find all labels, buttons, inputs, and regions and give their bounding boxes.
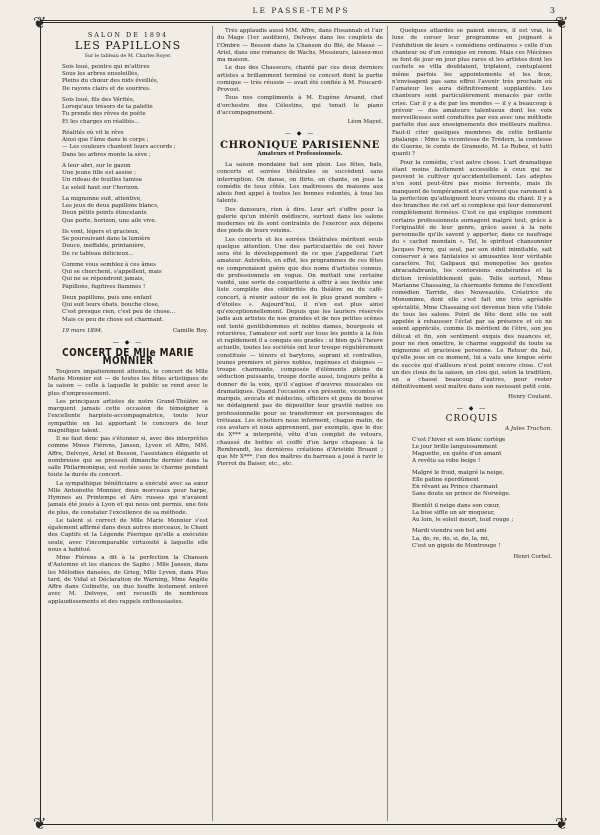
column-2 [217, 28, 383, 821]
verse-line: Se poursuivant dans la lumière [62, 236, 151, 242]
verse-line: Les jeux de deux papillons blancs, [62, 203, 159, 209]
salon-heading: SALON DE 1894 [87, 31, 169, 39]
concert-signature: Léon Mayet. [347, 119, 383, 125]
section-ornament-icon: — ◆ — [456, 404, 488, 412]
verse-line: De rayons clairs et de sourires. [62, 85, 151, 92]
verse-line: De ce tableau délicieux... [62, 250, 134, 257]
column-divider [212, 26, 213, 821]
verse-line: Sans doute un prince de Norwège. [412, 491, 511, 498]
verse-line: Et les charges en réalités... [62, 118, 140, 125]
verse-line: Comme vous semblez à ces âmes [62, 261, 157, 268]
croquis-title: CROQUIS [445, 414, 499, 424]
corner-ornament-icon: ❦ [555, 13, 569, 32]
verse-line: A leur abri, sur le gazon [62, 162, 131, 169]
poem-title: LES PAPILLONS [74, 39, 182, 53]
verse-line: Papillons, fugitives flammes ! [62, 283, 146, 290]
verse-line: La bise siffle un air moqueur, [412, 509, 495, 516]
chronique-title: CHRONIQUE PARISIENNE [220, 139, 380, 151]
verse-line: Ils vont, légers et gracieux, [62, 228, 140, 235]
verse-line: Un rideau de feuilles tamise [62, 177, 143, 184]
verse-line: Deux pétits points étincelants [62, 210, 147, 217]
concert-title: CONCERT DE Mlle MARIE MONNIER [62, 347, 194, 367]
stanza [412, 470, 552, 499]
poem-footer [48, 328, 208, 335]
paragraph: La sympathique bénéficiaire a exécuté avec sa sœur Mlle Antoinette Monnier, deux morceaux pour harpe, Hymnes au Printemps et Airs russes qui n'avaient jamais été joués à Lyon et qui nous ont permis, une fois de plus, de constater l'excellence de sa méthode. [48, 480, 208, 516]
paragraph: Des danseurs, rien à dire. Leur art s'offre pour la galerie qu'un intérêt médiocre, surtout dans les salons modernes où ils sont contraints de l'exercer aux dépens des pieds de leurs voisins. [217, 206, 383, 235]
paragraph: Les concerts et les soirées théâtrales méritent seuls quelque attention. Une des particularités de cet hiver sera été le développement de ce que j'appellerai l'art amateur. Autrefois, en effet, les programmes de ces fêtes ne comprenaient guère que des noms d'artistes connus, de professionnels en vogue. On mettait une certaine vanité, une sorte de coquetterie à offrir à ses invités une liste complète des célébrités du théâtre ou du café-concert, à réunir autour de soi le plus grand nombre « d'étoiles ». Aujourd'hui, il n'en est plus ainsi qu'exceptionnellement. Depuis que les lauriers réservés jadis aux artistes de nos grandes et de nos petites scènes ont tenté gentilshommes et nobles dames, bourgeois et roturières, l'amateur est sorti sur tous les points à la fois et rapidement il a conquis ses grades : si bien qu'à l'heure actuelle, toutes les sociétés ont leur troupe régulièrement constituée — ténors et barytons, soprani et contraltos, jeunes premiers et pères nobles, ingénues et duègnes — troupe charmante, composée d'éléments pleins de séduction puissante, troupe docile aussi, toujours prête à donner de la voix, qu'il s'agisse d'œuvres musicales ou dramatiques. Quand l'occasion s'en présente, vicomtes et marquis, avocats et médecins, officiers et gens de bourse ne dédaignent pas de dépouiller leur gravité native ou professionnelle pour se transformer en personnages de tréteaux. Les échotiers nous informent, chaque matin, de ces avatars et nous apprennent, par exemple, que le duc de X*** a interprété, vêtu d'un complet de velours, chaussé de bottes et coiffé d'un large chapeau à la Rembrandt, les dernières créations d'Aristide Bruant ; que Mr X***, l'un des maîtres du barreau a joué à ravir le Pierrot du Baiser, etc., etc. [217, 236, 383, 468]
stanza [62, 262, 208, 291]
verse-line: Réalités où vit le rêve [62, 129, 124, 136]
stanza [412, 503, 552, 525]
verse-line: Dans les arbres monte la sève ; [62, 151, 151, 158]
concert-article [48, 369, 208, 606]
stanza [62, 196, 208, 225]
chronique-article [217, 162, 383, 469]
poem-dedication: Sur le tableau de M. Charles Royer. [84, 53, 172, 59]
verse-line: Qui ne se répondront jamais, [62, 276, 145, 283]
column-divider [387, 26, 388, 821]
poem-author: Camille Roy. [172, 327, 208, 334]
paragraph: Mme Fiérens a dit à la perfection la Chanson d'Automne et les stances de Sapho ; Mlle Jansen, dans les Mélodies dansées, de Grieg, Mlle Lyven, dans Plus tard, de Vidal et Déclaration de Warning, Mme Angèle Affre dans Colinette, un duo bouffe lestement enlevé avec M. Delvoye, ont recueilli de nombreux applaudissements et des rappels enthousiastes. [48, 555, 208, 605]
stanza [62, 130, 208, 159]
paragraph: Tous nos compliments à M. Eugène Arsand, chef d'orchestre des Célestins, qui tenait le piano d'accompagnement. [217, 95, 383, 116]
verse-line: Le jour brille languissamment [412, 443, 498, 450]
verse-line: Sois loué, fils des Vérités, [62, 96, 135, 103]
verse-line: Qui suit leurs ébats, bouche close, [62, 302, 160, 308]
stanza [62, 163, 208, 192]
stanza [62, 64, 208, 93]
verse-line: Douce, ineffable, printanière, [62, 243, 146, 250]
verse-line: Elle patine éperdûment [412, 476, 479, 483]
paragraph: Les principaux artistes de notre Grand-Théâtre se marquent jamais cette occasion de témoigner à l'excellente harpiste-accompagnatrice, toute leur sympathie en lui apportant le concours de leur magnifique talent. [48, 398, 208, 434]
verse-line: Mais ce peu de chose est charmant. [62, 316, 164, 323]
corner-ornament-icon: ❦ [33, 814, 47, 833]
verse-line: Lorsqu'aux trésors de ta palette [62, 104, 153, 110]
paragraph: Toujours impatiemment attendu, le concert de Mlle Marie Monnier est — de toutes les fêtes artistiques de la saison — celle à laquelle le public se rend avec le plus d'empressement. [48, 368, 208, 397]
paragraph: Quelques attardés se paient encore, il est vrai, le luxe de corser leur programme en joignant à l'exhibition de leurs « comédiens ordinaires » celle d'un chanteur ou d'un comique en renom. Mais ces Mécènes se font de jour en jour plus rares et les artistes dont les cachets se villa doublaient, triplaient, centuplaient même parfois les appointements et les feux, n'envisagent pas sans effroi l'avenir très prochain où l'amateur les aura définitivement supplantés. Les chanteurs sont particulièrement menacés par cette crise. Car il y a de par les mondes — il y a beaucoup à prévoir — des amateurs talentueux dont les voix merveilleuses sont conduites par eux avec une méthode parfaite due aux enseignements des meilleurs maîtres. Faut-il citer quelques membres de cette brillante phalange : Mme la vicomtesse de Trédern, la comtesse de Guerne, le comte de Gramedo, M. Le Rubez, et tutti quanti ? [392, 28, 552, 158]
verse-line: Deux papillons, puis une enfant [62, 294, 152, 301]
chronique-subtitle: Amateurs et Professionnels. [257, 150, 343, 157]
verse-line: Bientôt il neige dans son cœur, [412, 502, 501, 509]
paragraph: Il ne faut donc pas s'étonner si, avec des interprètes comme Mmes Fiérens, Jansen, Lyven et Affre, MM. Affre, Delvoye, Ariel et Besson, l'assistance élégante et nombreuse qui se pressait dimanche dernier dans la salle Philarmonique, est restée sous le charme pendant toute la durée du concert. [48, 436, 208, 479]
verse-line: A revêtu sa robe beige ! [412, 458, 481, 465]
paragraph: Très applaudis aussi MM. Affre, dans Hosannah et l'air du Mage (1er audition), Delvoye dans les couplets de l'Ombre — Besson dans la Chanson du Blé, de Massé — Ariel, dans une romance de Wachs, Messieurs, laissez-moi ma maison. [217, 28, 383, 63]
corner-ornament-icon: ❦ [555, 814, 569, 833]
croquis-poem [392, 437, 552, 551]
verse-line: Le soleil haut sur l'horizon. [62, 184, 140, 191]
chronique-article-continued [392, 28, 552, 392]
section-ornament-icon: — ◆ — [284, 130, 316, 138]
verse-line: Maguette, en quête d'un amant [412, 451, 502, 457]
verse-line: Sois loué, peintre qui m'attires [62, 63, 150, 70]
paragraph: Le talent si correct de Mlle Marie Monnier s'est également affirmé dans deux autres morceaux, le Chant des Captifs et la Légende Féerique qu'elle a exécutée seule, avec l'incomparable virtuosité à laquelle elle nous a habitué. [48, 517, 208, 553]
column-1 [48, 28, 208, 821]
verse-line: Pleins du chœur des nids éveillés, [62, 78, 159, 85]
verse-line: Ainsi que l'âme dans le corps ; [62, 137, 149, 143]
corner-ornament-icon: ❦ [33, 13, 47, 32]
stanza [62, 229, 208, 258]
concert-article-continued [217, 28, 383, 117]
verse-line: C'est presque rien, c'est peu de chose... [62, 309, 176, 316]
chronique-signature: Henry Coutant. [508, 393, 552, 400]
verse-line: Sous les arbres ensoleillés, [62, 71, 139, 77]
verse-line: — Les couleurs chantent leurs accords ; [62, 144, 176, 151]
page-header [42, 6, 560, 20]
poem-papillons [48, 64, 208, 324]
paragraph: Le duo des Chasseurs, chanté par ces deux derniers artistes a brillamment terminé ce concert dont la partie comique — très réussie — avait été confiée à M. Foucard-Provost. [217, 65, 383, 93]
verse-line: Tu prends des rêves de poète [62, 111, 146, 118]
stanza [62, 97, 208, 126]
verse-line: Une jeune fille est assise ; [62, 170, 137, 176]
header-rule [40, 20, 562, 21]
croquis-dedication: A Jules Truchon. [505, 426, 552, 433]
poem-date: 19 mars 1894. [62, 327, 103, 334]
verse-line: C'est l'hiver et son blanc cortège [412, 436, 506, 443]
paragraph: Pour la comédie, c'est autre chose. L'art dramatique étant moins facilement accessible à ceux qui ne peuvent le cultiver qu'accidentellement. Les adeptes n'en sont peut-être pas moins fervents, mais ils manquent de tempérament et n'arrivent que rarement à la perfection qu'atteignent leurs voisins du chant. Il y a des branches de cet art si complexe qui leur demeurent complètement fermées. C'est ce qui explique comment certains professionnels surnagent malgré tout, grâce à l'originalité de leur genre, grâce aussi à la note personnelle qu'ils savent y apporter, dans ce naufrage du « cachet mondain ». Tel, le spirituel chansonnier Jacques Ferny, qui seul, par son débit inimitable, sait conserver à ses fantaisies si amusantes leur véritable caractère. Tel, Galipaux qui monopolise les gestes abracadabrants, les contorsions exubérantes et la diction irrésistiblement gaie. Telle surtout, Mme Marianne Chassaing, la charmante femme de l'excellent comédien Tarride, des Nouveautés. Créatrice du Monomime, dont elle s'est fait une très agréable spécialité, Mme Chassaing est devenue bien vite l'idole de tous les salons. Point de fête dont elle ne soit appelée à rehausser l'éclat par sa présence et où ne soient appréciés, comme ils méritent de l'être, son jeu délicat et fin, son sentiment exquis des nuances et, pour ne rien omettre, le charme suggestif de toute sa mignonne et gracieuse personne. Le Retour du bal, qu'elle joue en ce moment, lui a valu une longue série de succès qui d'ailleurs n'est point encore close. C'est un des clous de la saison, un clou qui, selon la tradition, en a chassé beaucoup d'autres, pour rester définitivement seul maître dans son ravissant petit coin. [392, 159, 552, 391]
verse-line: Malgré le froid, malgré la neige, [412, 469, 505, 476]
verse-line: En rêvant au Prince charmant [412, 484, 498, 490]
verse-line: Qui se cherchent, s'appellent, mais [62, 269, 162, 275]
verse-line: Mardi viendra son bel ami [412, 528, 487, 535]
verse-line: Au loin, le soleil meurt, tout rouge ; [412, 517, 514, 523]
verse-line: Que porte, horizon, une aile vive. [62, 217, 157, 224]
paragraph: La saison mondaine bat son plein. Les fêtes, bals, concerts et soirées théâtrales se succèdent sans interruption. On danse, on flirte, on chante, on joue la comédie de tous côtés. Les maîtresses de maisons aux abois font appel à toutes les bonnes volontés, à tous les talents. [217, 162, 383, 205]
verse-line: La, do, re, do, si, do, la, mi, [412, 535, 490, 542]
stanza [412, 528, 552, 550]
croquis-signature: Henri Corbel. [513, 554, 552, 560]
column-3 [392, 28, 552, 821]
section-ornament-icon: — ◆ — [112, 339, 144, 346]
stanza [62, 295, 208, 324]
journal-title: LE PASSE-TEMPS [252, 6, 350, 15]
verse-line: C'est un gigolo de Montrouge ! [412, 542, 501, 549]
stanza [412, 437, 552, 466]
verse-line: La mignonne suit, attentive, [62, 195, 142, 202]
page-number: 3 [549, 6, 556, 15]
